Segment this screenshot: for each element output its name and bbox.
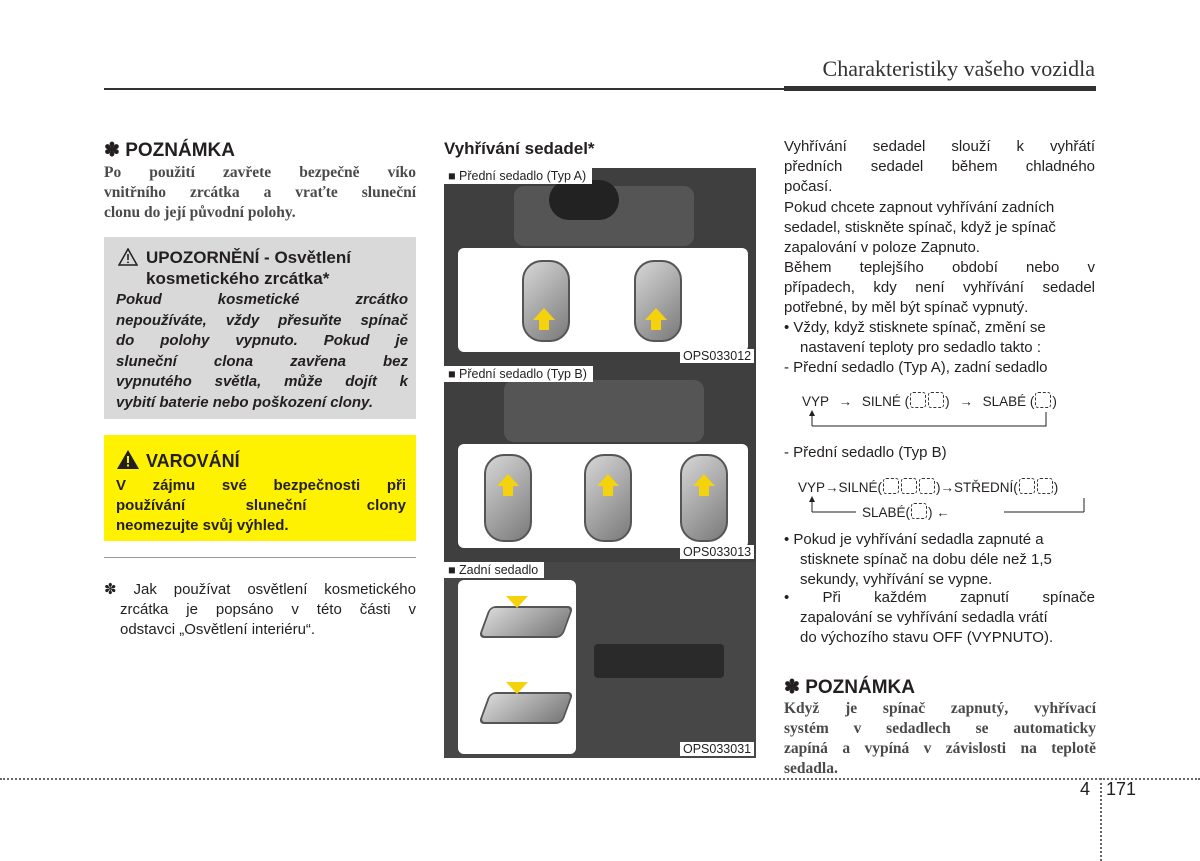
heat-level-icon [1035,392,1051,408]
warning-title: VAROVÁNÍ [146,451,240,471]
figure-caption: ■ Přední sedadlo (Typ B) [444,366,593,382]
seat-heater-switch-1[interactable] [484,454,532,542]
header-rule-thick [784,86,1096,91]
bullet-change: • Vždy, když stisknete spínač, změní se nastavení teploty pro sedadlo takto : [784,319,1046,356]
note-text-right: Když je spínač zapnutý, vyhřívací systém v sedadlech se automaticky zapíná a vypíná v závislosti na teplotě sedadla. [784,700,1096,777]
sequence-a-return-arrow [808,410,1050,428]
warning-box [104,435,416,541]
footnote: ✽ Jak používat osvětlení kosmetického zrcátka je popsáno v této části v odstavci „Osvětlení interiéru“. [104,581,416,638]
arrow-icon [693,474,715,486]
type-a-label: - Přední sedadlo (Typ A), zadní sedadlo [784,359,1048,376]
header-rule [104,88,784,90]
figure-caption: ■ Přední sedadlo (Typ A) [444,168,592,184]
paragraph-warm: Během teplejšího období nebo v případech, kdy není vyhřívání sedadel potřebné, by měl být spínač vypnutý. [784,259,1095,316]
warning-icon [116,449,140,470]
heat-level-icon [883,478,899,494]
divider [104,557,416,558]
seat-heater-switch-3[interactable] [680,454,728,542]
section-heading: Vyhřívání sedadel* [444,139,595,158]
sequence-type-a: VYP → SILNÉ ( ) → SLABÉ ( ) [802,394,1057,409]
figure-code: OPS033031 [680,742,754,756]
heat-level-icon [919,478,935,494]
heat-level-icon [901,478,917,494]
heat-level-icon [1019,478,1035,494]
bullet-ignition-reset: • Při každém zapnutí spínače zapalování se vyhřívání sedadla vrátí do výchozího stavu OFF (VYPNUTO). [784,589,1095,646]
arrow-icon [597,474,619,486]
figure-front-seat-type-b [444,366,756,562]
caution-body: Pokud kosmetické zrcátko nepoužíváte, vždy přesuňte spínač do polohy vypnuto. Pokud je sluneční clona zavřena bez vypnutého světla, může dojít k vybití baterie nebo poškození clony. [116,291,408,411]
type-b-label: - Přední sedadlo (Typ B) [784,444,947,461]
heat-level-icon [910,392,926,408]
caution-box [104,237,416,419]
footer-vrule [1100,778,1102,861]
chapter-number: 4 [1080,779,1091,799]
figure-caption: ■ Zadní sedadlo [444,562,544,578]
caution-icon [118,248,138,266]
arrow-icon [506,596,528,608]
paragraph-rear: Pokud chcete zapnout vyhřívání zadních sedadel, stiskněte spínač, když je spínač zapalování v poloze Zapnuto. [784,199,1056,256]
arrow-icon [506,682,528,694]
arrow-icon [645,308,667,320]
heat-level-icon [928,392,944,408]
rear-seat-heater-switch[interactable] [478,606,574,638]
rear-seat-heater-switch-pressed[interactable] [478,692,574,724]
page-header-title: Charakteristiky vašeho vozidla [822,56,1095,81]
figure-code: OPS033013 [680,545,754,559]
note-heading-right: ✽ POZNÁMKA [784,677,915,698]
paragraph-intro: Vyhřívání sedadel slouží k vyhřátí předních sedadel během chladného počasí. [784,138,1095,195]
arrow-icon [497,474,519,486]
figure-code: OPS033012 [680,349,754,363]
sequence-type-b-line2: SLABÉ( ) ← [862,505,950,520]
footer-rule [0,778,1200,780]
sequence-type-b: VYP→SILNÉ( )→STŘEDNÍ( ) [798,480,1059,495]
sequence-b-return-arrow [808,496,1088,516]
seat-heater-switch-2[interactable] [584,454,632,542]
bullet-long-press: • Pokud je vyhřívání sedadla zapnuté a stisknete spínač na dobu déle než 1,5 sekundy, vyhřívání se vypne. [784,531,1052,588]
figure-rear-seat [444,562,756,758]
caution-title: UPOZORNĚNÍ - Osvětlení kosmetického zrcátka* [146,248,351,288]
page-number: 171 [1106,779,1137,799]
note-heading: ✽ POZNÁMKA [104,140,235,161]
figure-front-seat-type-a [444,168,756,368]
warning-body: V zájmu své bezpečnosti při používání sluneční clony neomezujte svůj výhled. [116,477,406,534]
note-text: Po použití zavřete bezpečně víko vnitřního zrcátka a vraťte sluneční clonu do její původní polohy. [104,164,416,221]
arrow-icon [533,308,555,320]
heat-level-icon [1037,478,1053,494]
